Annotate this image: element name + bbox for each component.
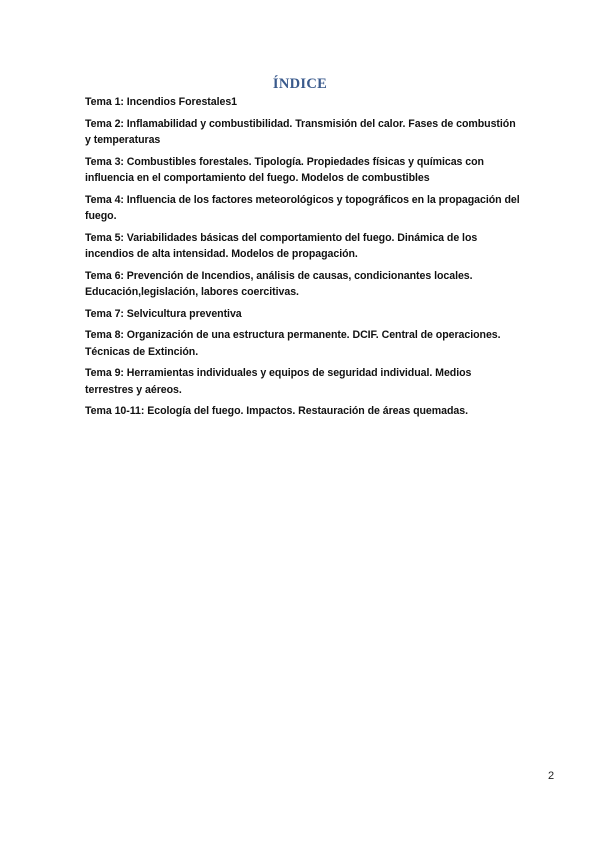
toc-entry-tema-10-11[interactable]: Tema 10-11: Ecología del fuego. Impactos. Restauración de áreas quemadas.: [85, 405, 468, 417]
toc-entry-tema-2[interactable]: Tema 2: Inflamabilidad y combustibilidad. Transmisión del calor. Fases de combustión y temperaturas: [85, 117, 516, 146]
table-of-contents: [85, 94, 521, 425]
toc-entry-tema-7[interactable]: Tema 7: Selvicultura preventiva: [85, 307, 242, 320]
toc-entry-tema-4[interactable]: Tema 4: Influencia de los factores meteorológicos y topográficos en la propagación del fuego.: [85, 193, 520, 222]
toc-entry-tema-9[interactable]: Tema 9: Herramientas individuales y equipos de seguridad individual. Medios terrestres y aéreos.: [85, 367, 472, 396]
toc-entry-tema-1[interactable]: Tema 1: Incendios Forestales1: [85, 96, 238, 108]
toc-entry-tema-5[interactable]: Tema 5: Variabilidades básicas del comportamiento del fuego. Dinámica de los incendios de alta intensidad. Modelos de propagación.: [85, 231, 478, 260]
toc-entry-tema-6[interactable]: Tema 6: Prevención de Incendios, análisis de causas, condicionantes locales. Educación,legislación, labores coercitivas.: [85, 269, 473, 298]
page-number: 2: [548, 770, 555, 782]
toc-entry-tema-8[interactable]: Tema 8: Organización de una estructura permanente. DCIF. Central de operaciones. Técnicas de Extinción.: [85, 329, 501, 358]
toc-entry-tema-3[interactable]: Tema 3: Combustibles forestales. Tipología. Propiedades físicas y químicas con influencia en el comportamiento del fuego. Modelos de combustibles: [85, 155, 484, 184]
page-title: ÍNDICE: [272, 75, 328, 92]
